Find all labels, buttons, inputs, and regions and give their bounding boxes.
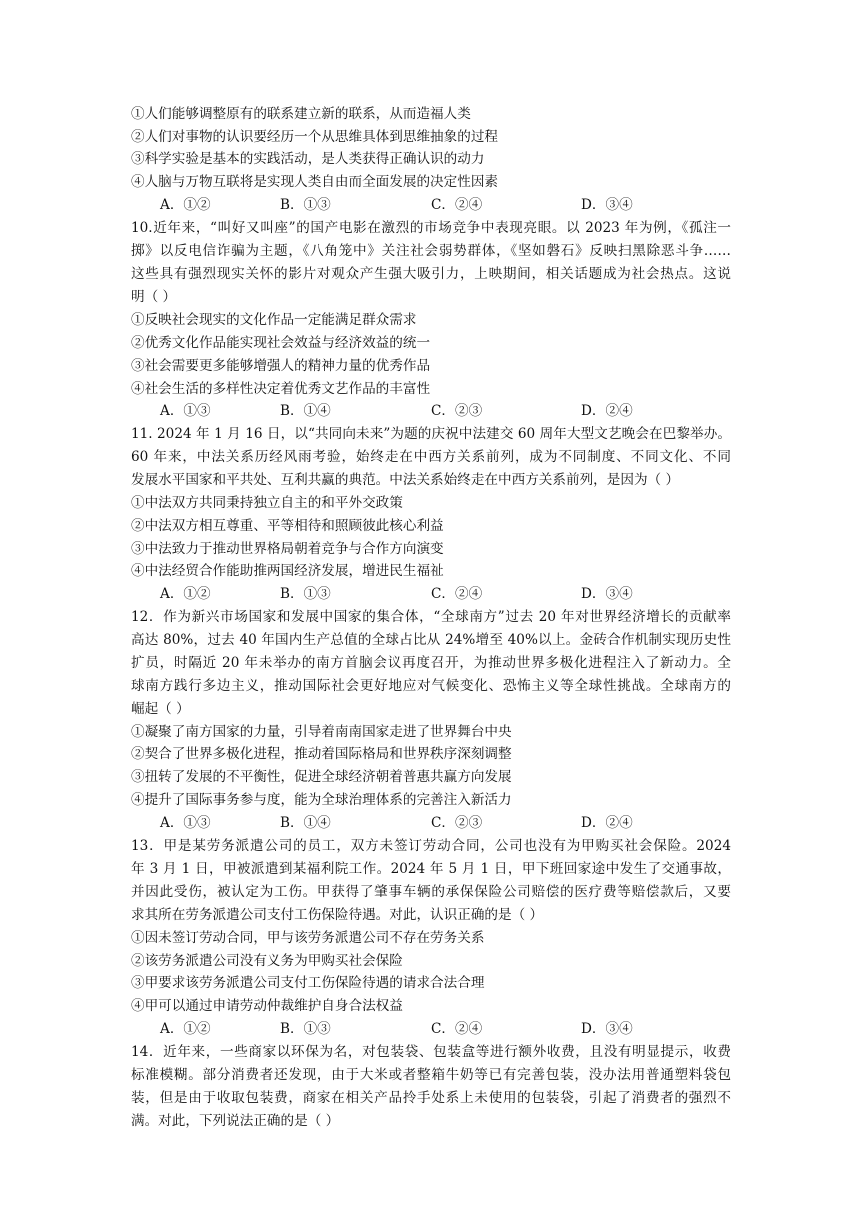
statement-line: ③科学实验是基本的实践活动，是人类获得正确认识的动力: [131, 151, 485, 167]
question-10-stem: 这些具有强烈现实关怀的影片对观众产生强大吸引力，上映期间，相关话题成为社会热点。这说: [131, 266, 731, 282]
option-b: B．①④: [280, 815, 331, 831]
statement-line: ③中法致力于推动世界格局朝着竞争与合作方向演变: [131, 541, 444, 557]
statement-line: ④甲可以通过申请劳动仲裁维护自身合法权益: [131, 998, 403, 1014]
option-a: A．①②: [160, 586, 211, 602]
question-11-stem: 60 年来，中法关系历经风雨考验，始终走在中西方关系前列，成为不同制度、不同文化、不同: [131, 449, 731, 465]
option-b: B．①③: [280, 197, 331, 213]
question-14-stem: 满。对此，下列说法正确的是（ ）: [131, 1113, 340, 1129]
statement-line: ②中法双方相互尊重、平等相待和照顾彼此核心利益: [131, 518, 444, 534]
option-a: A．①③: [160, 815, 211, 831]
question-12-stem: 高达 80%，过去 40 年国内生产总值的全球占比从 24%增至 40%以上。金砖合作机制实现历史性: [131, 632, 731, 648]
question-14-stem: 14．近年来，一些商家以环保为名，对包装袋、包装盒等进行额外收费，且没有明显提示，收费: [131, 1044, 731, 1060]
question-10-stem: 掷》以反电信诈骗为主题，《八角笼中》关注社会弱势群体，《坚如磐石》反映扫黑除恶斗争……: [131, 243, 731, 259]
option-d: D．③④: [581, 586, 633, 602]
statement-line: ④中法经贸合作能助推两国经济发展，增进民生福祉: [131, 563, 444, 579]
option-c: C．②④: [431, 1021, 483, 1037]
option-d: D．③④: [581, 1021, 633, 1037]
statement-line: ①中法双方共同秉持独立自主的和平外交政策: [131, 495, 403, 511]
option-a: A．①③: [160, 403, 211, 419]
option-c: C．②④: [431, 586, 483, 602]
option-d: D．③④: [581, 197, 633, 213]
question-10-stem: 明（ ）: [131, 289, 177, 305]
question-14-stem: 装，但是由于收取包装费，商家在相关产品拎手处系上未使用的包装袋，引起了消费者的强烈不: [131, 1090, 731, 1106]
option-c: C．②③: [431, 815, 483, 831]
question-13-stem: 13．甲是某劳务派遣公司的员工，双方未签订劳动合同，公司也没有为甲购买社会保险。2024: [131, 838, 731, 854]
statement-line: ③社会需要更多能够增强人的精神力量的优秀作品: [131, 358, 431, 374]
option-a: A．①②: [160, 1021, 211, 1037]
option-a: A．①②: [160, 197, 211, 213]
statement-line: ②契合了世界多极化进程，推动着国际格局和世界秩序深刻调整: [131, 746, 512, 762]
question-13-stem: 并因此受伤，被认定为工伤。甲获得了肇事车辆的承保保险公司赔偿的医疗费等赔偿款后，又要: [131, 884, 731, 900]
statement-line: ②优秀文化作品能实现社会效益与经济效益的统一: [131, 335, 431, 351]
option-d: D．②④: [581, 815, 633, 831]
question-10-stem: 10.近年来，“叫好又叫座”的国产电影在激烈的市场竞争中表现亮眼。以 2023 年为例，《孤注一: [131, 220, 731, 236]
option-b: B．①④: [280, 403, 331, 419]
statement-line: ①因未签订劳动合同，甲与该劳务派遣公司不存在劳务关系: [131, 930, 485, 946]
question-11-stem: 发展水平国家和平共处、互利共赢的典范。中法关系始终走在中西方关系前列，是因为（ ）: [131, 472, 680, 488]
statement-line: ④提升了国际事务参与度，能为全球治理体系的完善注入新活力: [131, 792, 512, 808]
statement-line: ③甲要求该劳务派遣公司支付工伤保险待遇的请求合法合理: [131, 975, 485, 991]
statement-line: ③扭转了发展的不平衡性，促进全球经济朝着普惠共赢方向发展: [131, 769, 512, 785]
statement-line: ②该劳务派遣公司没有义务为甲购买社会保险: [131, 953, 403, 969]
option-c: C．②④: [431, 197, 483, 213]
option-b: B．①③: [280, 586, 331, 602]
option-c: C．②③: [431, 403, 483, 419]
statement-line: ①人们能够调整原有的联系建立新的联系，从而造福人类: [131, 106, 471, 122]
question-12-stem: 崛起（ ）: [131, 701, 190, 717]
option-d: D．②④: [581, 403, 633, 419]
question-12-stem: 12．作为新兴市场国家和发展中国家的集合体，“全球南方”过去 20 年对世界经济增长的贡献率: [131, 609, 731, 625]
question-13-stem: 年 3 月 1 日，甲被派遣到某福利院工作。2024 年 5 月 1 日，甲下班回家途中发生了交通事故，: [131, 861, 731, 877]
question-12-stem: 扩员，时隔近 20 年未举办的南方首脑会议再度召开，为推动世界多极化进程注入了新动力。全: [131, 655, 731, 671]
statement-line: ②人们对事物的认识要经历一个从思维具体到思维抽象的过程: [131, 129, 499, 145]
question-14-stem: 标准模糊。部分消费者还发现，由于大米或者整箱牛奶等已有完善包装，没办法用普通塑料袋包: [131, 1067, 731, 1083]
statement-line: ①反映社会现实的文化作品一定能满足群众需求: [131, 312, 417, 328]
question-11-stem: 11. 2024 年 1 月 16 日，以“共同向未来”为题的庆祝中法建交 60 周年大型文艺晚会在巴黎举办。: [131, 426, 731, 442]
question-13-stem: 求其所在劳务派遣公司支付工伤保险待遇。对此，认识正确的是（ ）: [131, 907, 544, 923]
question-12-stem: 球南方践行多边主义，推动国际社会更好地应对气候变化、恐怖主义等全球性挑战。全球南方的: [131, 678, 731, 694]
statement-line: ①凝聚了南方国家的力量，引导着南南国家走进了世界舞台中央: [131, 724, 512, 740]
statement-line: ④人脑与万物互联将是实现人类自由而全面发展的决定性因素: [131, 174, 499, 190]
statement-line: ④社会生活的多样性决定着优秀文艺作品的丰富性: [131, 381, 431, 397]
option-b: B．①③: [280, 1021, 331, 1037]
